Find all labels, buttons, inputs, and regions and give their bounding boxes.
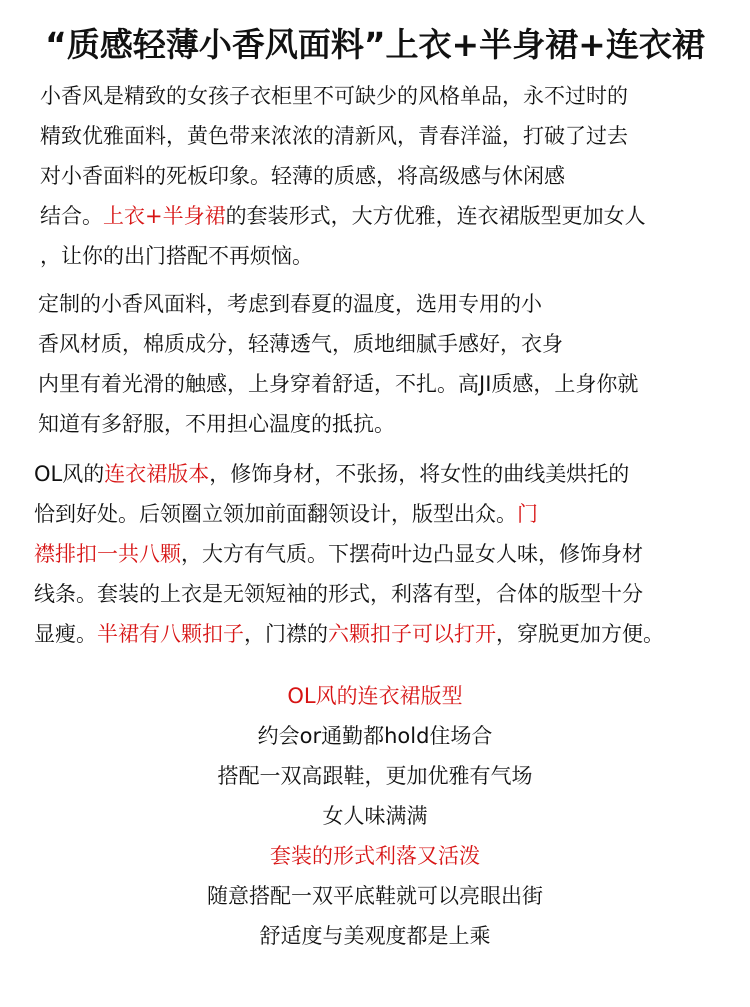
text-segment: ，修饰身材，不张扬，将女性的曲线美烘托的 — [209, 462, 630, 486]
text-line: 内里有着光滑的触感，上身穿着舒适，不扎。高JI质感，上身你就 — [38, 372, 639, 396]
text-line — [34, 614, 664, 654]
highlight-text: 上衣+半身裙 — [103, 204, 226, 228]
feature-heading: OL风的连衣裙版型 — [287, 684, 463, 708]
feature-line: 约会or通勤都hold住场合 — [257, 724, 493, 748]
feature-heading: 套装的形式利落又活泼 — [270, 844, 480, 868]
highlight-text: 连衣裙版本 — [104, 462, 210, 486]
text-line: 定制的小香风面料，考虑到春夏的温度，选用专用的小 — [38, 292, 542, 316]
text-line: 线条。套装的上衣是无领短袖的形式，利落有型，合体的版型十分 — [34, 582, 643, 606]
text-line: 小香风是精致的女孩子衣柜里不可缺少的风格单品，永不过时的 — [40, 84, 628, 108]
highlight-text: 六颗扣子可以打开 — [328, 622, 496, 646]
text-segment: 的套装形式，大方优雅，连衣裙版型更加女人 — [225, 204, 646, 228]
highlight-text: 门 — [517, 502, 538, 526]
text-segment: 结合。 — [40, 204, 103, 228]
text-segment: 恰到好处。后领圈立领加前面翻领设计，版型出众。 — [34, 502, 517, 526]
highlight-text: 半裙有八颗扣子 — [97, 622, 244, 646]
text-line: 香风材质，棉质成分，轻薄透气，质地细腻手感好，衣身 — [38, 332, 563, 356]
intro-paragraph — [40, 76, 646, 276]
text-line — [34, 494, 664, 534]
feature-line: 随意搭配一双平底鞋就可以亮眼出街 — [207, 884, 543, 908]
page-title: “质感轻薄小香风面料”上衣+半身裙+连衣裙 — [45, 25, 705, 64]
text-line — [34, 534, 664, 574]
text-segment: ，大方有气质。下摆荷叶边凸显女人味，修饰身材 — [181, 542, 643, 566]
text-segment: ，穿脱更加方便。 — [496, 622, 664, 646]
text-line: 对小香面料的死板印象。轻薄的质感，将高级感与休闲感 — [40, 164, 565, 188]
text-line: 知道有多舒服，不用担心温度的抵抗。 — [38, 412, 395, 436]
design-paragraph — [34, 454, 664, 654]
text-line: ，让你的出门搭配不再烦恼。 — [40, 244, 313, 268]
feature-line: 搭配一双高跟鞋，更加优雅有气场 — [217, 764, 533, 788]
text-line: 精致优雅面料，黄色带来浓浓的清新风，青春洋溢，打破了过去 — [40, 124, 628, 148]
feature-line: 舒适度与美观度都是上乘 — [259, 924, 491, 948]
feature-list — [0, 676, 750, 956]
fabric-paragraph — [38, 284, 638, 444]
text-line — [40, 196, 646, 236]
highlight-text: 襟排扣一共八颗 — [34, 542, 181, 566]
text-segment: ，门襟的 — [244, 622, 328, 646]
text-line — [34, 454, 664, 494]
text-segment: OL风的 — [34, 462, 105, 486]
feature-line: 女人味满满 — [322, 804, 428, 828]
text-segment: 显瘦。 — [34, 622, 97, 646]
